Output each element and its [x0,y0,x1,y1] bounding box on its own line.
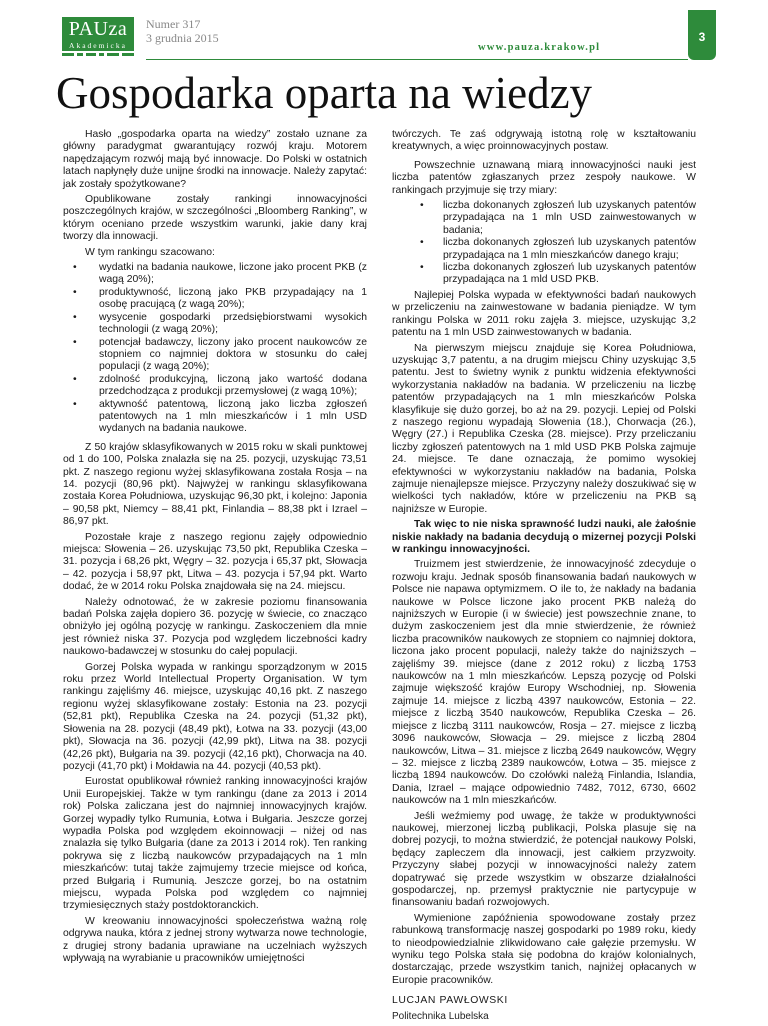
paragraph: Eurostat opublikował również ranking innowacyjności krajów Unii Europejskiej. Także w tym rankingu (dane za 2013 i 2014 rok) Polska zaliczana jest do najmniej innowacyjnych krajów. Gorzej wypadły tylko Rumunia, Łotwa i Bułgaria. Jeszcze gorzej wypadła Polska pod względem ekoinnowacji – niżej od nas znalazła się tylko Bułgaria (dane za 2013 i 2014 rok). Ten ranking pokrywa się z liczbą naukowców przypadających na 1 mln mieszkańców: tutaj także zajmujemy trzecie miejsce od końca, przed Bułgarią i Rumunią. Jeszcze gorzej, bo na ostatnim miejscu, wypada Polska pod względem co najmniej trzymiesięcznych staży postdoktoranckich. [63,776,367,912]
paragraph: Jeśli weźmiemy pod uwagę, że także w produktywności naukowej, mierzonej liczbą publikacji, Polska plasuje się na dobrej pozycji, to można stwierdzić, że potencjał naukowy Polski, będący zapleczem dla innowacji, jest całkiem przyzwoity. Przyczyny słabej pozycji w innowacyjności należy zatem dopatrywać się przede wszystkim w obszarze działalności gospodarczej, np. przemysł praktycznie nie partycypuje w finansowaniu badań rozwojowych. [392,810,696,909]
logo-sub-text: Akademicka [69,41,127,50]
paragraph: Należy odnotować, że w zakresie poziomu finansowania badań Polska zajęła dopiero 36. pozycję w świecie, co znacząco obniżyło jej ogólną pozycję w rankingu. Zaskoczeniem dla mnie jest również niska 37. Pozycja pod względem liczebności kadry naukowo-badawczej w stosunku do całej populacji. [63,596,367,658]
article-column-left [63,129,367,968]
paragraph: Wymienione zapóźnienia spowodowane zostały przez rabunkową transformację naszej gospodarki po 1989 roku, kiedy to nieodpowiedzialnie zlikwidowano całe gałęzie przemysłu. W wyniku tego Polska stała się podobna do krajów kolonialnych, dostarczając, przede wszystkim tanich, najniżej opłacanych w Europie pracowników. [392,912,696,986]
list-item: • liczba dokonanych zgłoszeń lub uzyskanych patentów przypadająca na 1 mln mieszkańców danego kraju; [420,237,696,261]
logo-main-text: PAUza [68,18,128,40]
paragraph: W kreowaniu innowacyjności społeczeństwa ważną rolę odgrywa nauka, która z jednej strony wytwarza nowe technologie, z drugiej strony badania uprawiane na uczelniach wyższych wpływają na wyrabianie u pracowników umiejętności [63,915,367,964]
article-column-right [392,129,696,1026]
header-divider [146,59,688,60]
paragraph: Hasło „gospodarka oparta na wiedzy” zostało uznane za główny paradygmat gwarantujący rozwój kraju. Motorem napędzającym rozwój mają być innowacje. Do Polski w ostatnich latach napłynęły duże unijne środki na innowacje. Należy zapytać: jak zostały spożytkowane? [63,129,367,190]
list-intro: W tym rankingu szacowano: [85,246,215,258]
highlight-paragraph: Tak więc to nie niska sprawność ludzi nauki, ale żałośnie niskie nakłady na badania decydują o mizernej pozycji Polski w rankingu innowacyjności. [392,519,696,555]
author-affiliation: Politechnika Lubelska [392,1010,489,1022]
bullet-icon: • [73,286,77,298]
paragraph: Gorzej Polska wypada w rankingu sporządzonym w 2015 roku przez World Intellectual Property Organisation. W tym rankingu zajęliśmy 46. miejsce, uzyskując 40,16 pkt. Z naszego regionu wyżej sklasyfikowane zostały: Estonia na 23. pozycji (52,81 pkt), Republika Czeska na 24. pozycji (51,32 pkt), Słowenia na 28. pozycji (48,49 pkt), Łotwa na 33. pozycji (43,00 pkt), Słowacja na 36. pozycji (42,99 pkt), Litwa na 38. pozycji (42,26 pkt), Bułgaria na 39. pozycji (42,16 pkt), Chorwacja na 40. pozycji (41,70 pkt) i Mołdawia na 44. pozycji (40,53 pkt). [63,661,367,772]
list-item: • aktywność patentową, liczoną jako liczba zgłoszeń patentowych na 1 mln mieszkańców i 1 mln USD wydanych na badania naukowe. [73,398,367,435]
paragraph: Opublikowane zostały rankingi innowacyjności poszczególnych krajów, w szczególności „Bloomberg Ranking”, w którym oceniano przede wszystkim warunki, jakie dany kraj tworzy dla innowacji. [63,194,367,243]
paragraph: twórczych. Te zaś odgrywają istotną rolę w kształtowaniu kreatywnych, a więc proinnowacyjnych postaw. [392,129,696,153]
list-item: • liczba dokonanych zgłoszeń lub uzyskanych patentów przypadająca na 1 mld USD PKB. [420,262,696,286]
list-item: • produktywność, liczoną jako PKB przypadający na 1 osobę pracującą (z wagą 20%); [73,286,367,311]
paragraph: Z 50 krajów sklasyfikowanych w 2015 roku w skali punktowej od 1 do 100, Polska znalazła się na 25. pozycji, uzyskując 73,51 pkt. Z naszego regionu wyżej sklasyfikowana została Rosja – na 14. pozycji (80,96 pkt). Najwyżej w rankingu sklasyfikowana została Korea Południowa, uzyskując 96,30 pkt, i kolejno: Japonia – 90,58 pkt, Niemcy – 88,41 pkt, Finlandia – 88,38 pkt i Izrael – 86,97 pkt. [63,441,367,528]
criteria-list [63,262,367,436]
article-title: Gospodarka oparta na wiedzy [56,68,593,118]
bullet-icon: • [420,237,424,249]
website-link[interactable]: www.pauza.krakow.pl [478,42,601,53]
bullet-icon: • [73,336,77,348]
page-number: 3 [698,30,706,44]
paragraph: Najlepiej Polska wypada w efektywności badań naukowych w przeliczeniu na zainwestowane w badania pieniądze. W tym rankingu Polska w 2011 roku zajęła 3. miejsce, uzyskując 3,2 patentu na 1 mln USD zainwestowanych w badania. [392,289,696,339]
bullet-icon: • [420,262,424,274]
bullet-icon: • [73,311,77,323]
logo [62,17,134,51]
paragraph: Truizmem jest stwierdzenie, że innowacyjność zdecyduje o rozwoju kraju. Jednak sposób finansowania badań naukowych w Polsce nie napawa optymizmem. O ile to, że nakłady na badania naukowe w Polsce liczone jako procent PKB należą do najniższych w Europie (i w świecie) jest powszechnie znane, to dużym zaskoczeniem jest dla mnie stwierdzenie, że również liczba pracowników naukowych ze stopniem co najmniej doktora, liczona jako procent populacji, należy także do najniższych – zajęliśmy 39. miejsce (dane z 2012 roku) z liczbą 1753 naukowców na 1 mln mieszkańców. Lepszą pozycję od Polski zajmuje większość krajów Europy Wschodniej, np. Słowenia zajmuje 14. miejsce z liczbą 4397 naukowców, Estonia – 22. miejsce z liczbą 3540 naukowców, Republika Czeska – 26. miejsce z liczbą 3111 naukowców, Rosja – 27. miejsce z liczbą 3096 naukowców, Słowacja – 29. miejsce z liczbą 2804 naukowców, Litwa – 31. miejsce z liczbą 2649 naukowców, Węgry – 32. miejsce z liczbą 2389 naukowców, Łotwa – 35. miejsce z liczbą 1894 naukowców. Do czołówki należą Finlandia, Islandia, Dania, Izrael – mające odpowiednio 7482, 7012, 6730, 6602 naukowców na 1 mln mieszkańców. [392,559,696,807]
list-item: • liczba dokonanych zgłoszeń lub uzyskanych patentów przypadająca na 1 mln USD zainwestowanych w badania; [420,200,696,236]
issue-info [146,17,219,45]
paragraph: Powszechnie uznawaną miarą innowacyjności nauki jest liczba patentów zgłaszanych przez zespoły naukowe. W rankingach przyjmuje się trzy miary: [392,159,696,196]
bullet-icon: • [73,373,77,385]
bullet-icon: • [73,262,77,274]
bullet-icon: • [73,398,77,410]
logo-bars [62,53,134,56]
issue-number: Numer 317 [146,17,201,31]
issue-date: 3 grudnia 2015 [146,31,219,45]
paragraph: Pozostałe kraje z naszego regionu zajęły odpowiednio miejsca: Słowenia – 26. uzyskując 73,50 pkt, Republika Czeska – 31. pozycja i 68,26 pkt, Węgry – 32. pozycja i 65,37 pkt, Słowacja – 42. pozycja i 58,97 pkt, Litwa – 43. pozycja i 57,94 pkt. Warto dodać, że w 2014 roku Polska znajdowała się na 24. miejscu. [63,531,367,593]
list-item: • wydatki na badania naukowe, liczone jako procent PKB (z wagą 20%); [73,262,367,286]
list-item: • zdolność produkcyjną, liczoną jako wartość dodana przedchodząca z produkcji przemysłowej (z wagą 10%); [73,373,367,398]
list-item: • wysycenie gospodarki przedsiębiorstwami wysokich technologii (z wagą 20%); [73,311,367,336]
measures-list [392,200,696,287]
paragraph: Na pierwszym miejscu znajduje się Korea Południowa, uzyskując 3,7 patentu, a na drugim miejscu Chiny uzyskując 3,5 patentu. Jest to świetny wynik z punktu widzenia efektywności wykorzystania nakładów na badania. W przeliczeniu na liczbę patentów przypadających na 1 mln mieszkańców Polska klasyfikuje się dużo gorzej, bo aż na 29. pozycji. Lepiej od Polski z naszego regionu wypadają Słowenia (18.), Chorwacja (26.), Węgry (27.) i Republika Czeska (28. miejsce). Przy przeliczaniu liczby zgłoszeń patentowych na 1 mld USD PKB Polska zajmuje 24. miejsce. Te dane oznaczają, że pomimo wysokiej efektywności w wykorzystaniu nakładów na badania, Polska zajmuje nienajlepsze miejsce. Przyczyny należy doszukiwać się w wielkości tych nakładów, które w przeliczeniu na PKB są najniższe w Europie. [392,342,696,515]
bullet-icon: • [420,200,424,212]
list-item: • potencjał badawczy, liczony jako procent naukowców ze stopniem co najmniej doktora w stosunku do całej populacji (z wagą 20%); [73,336,367,373]
author-name: LUCJAN PAWŁOWSKI [392,995,508,1007]
